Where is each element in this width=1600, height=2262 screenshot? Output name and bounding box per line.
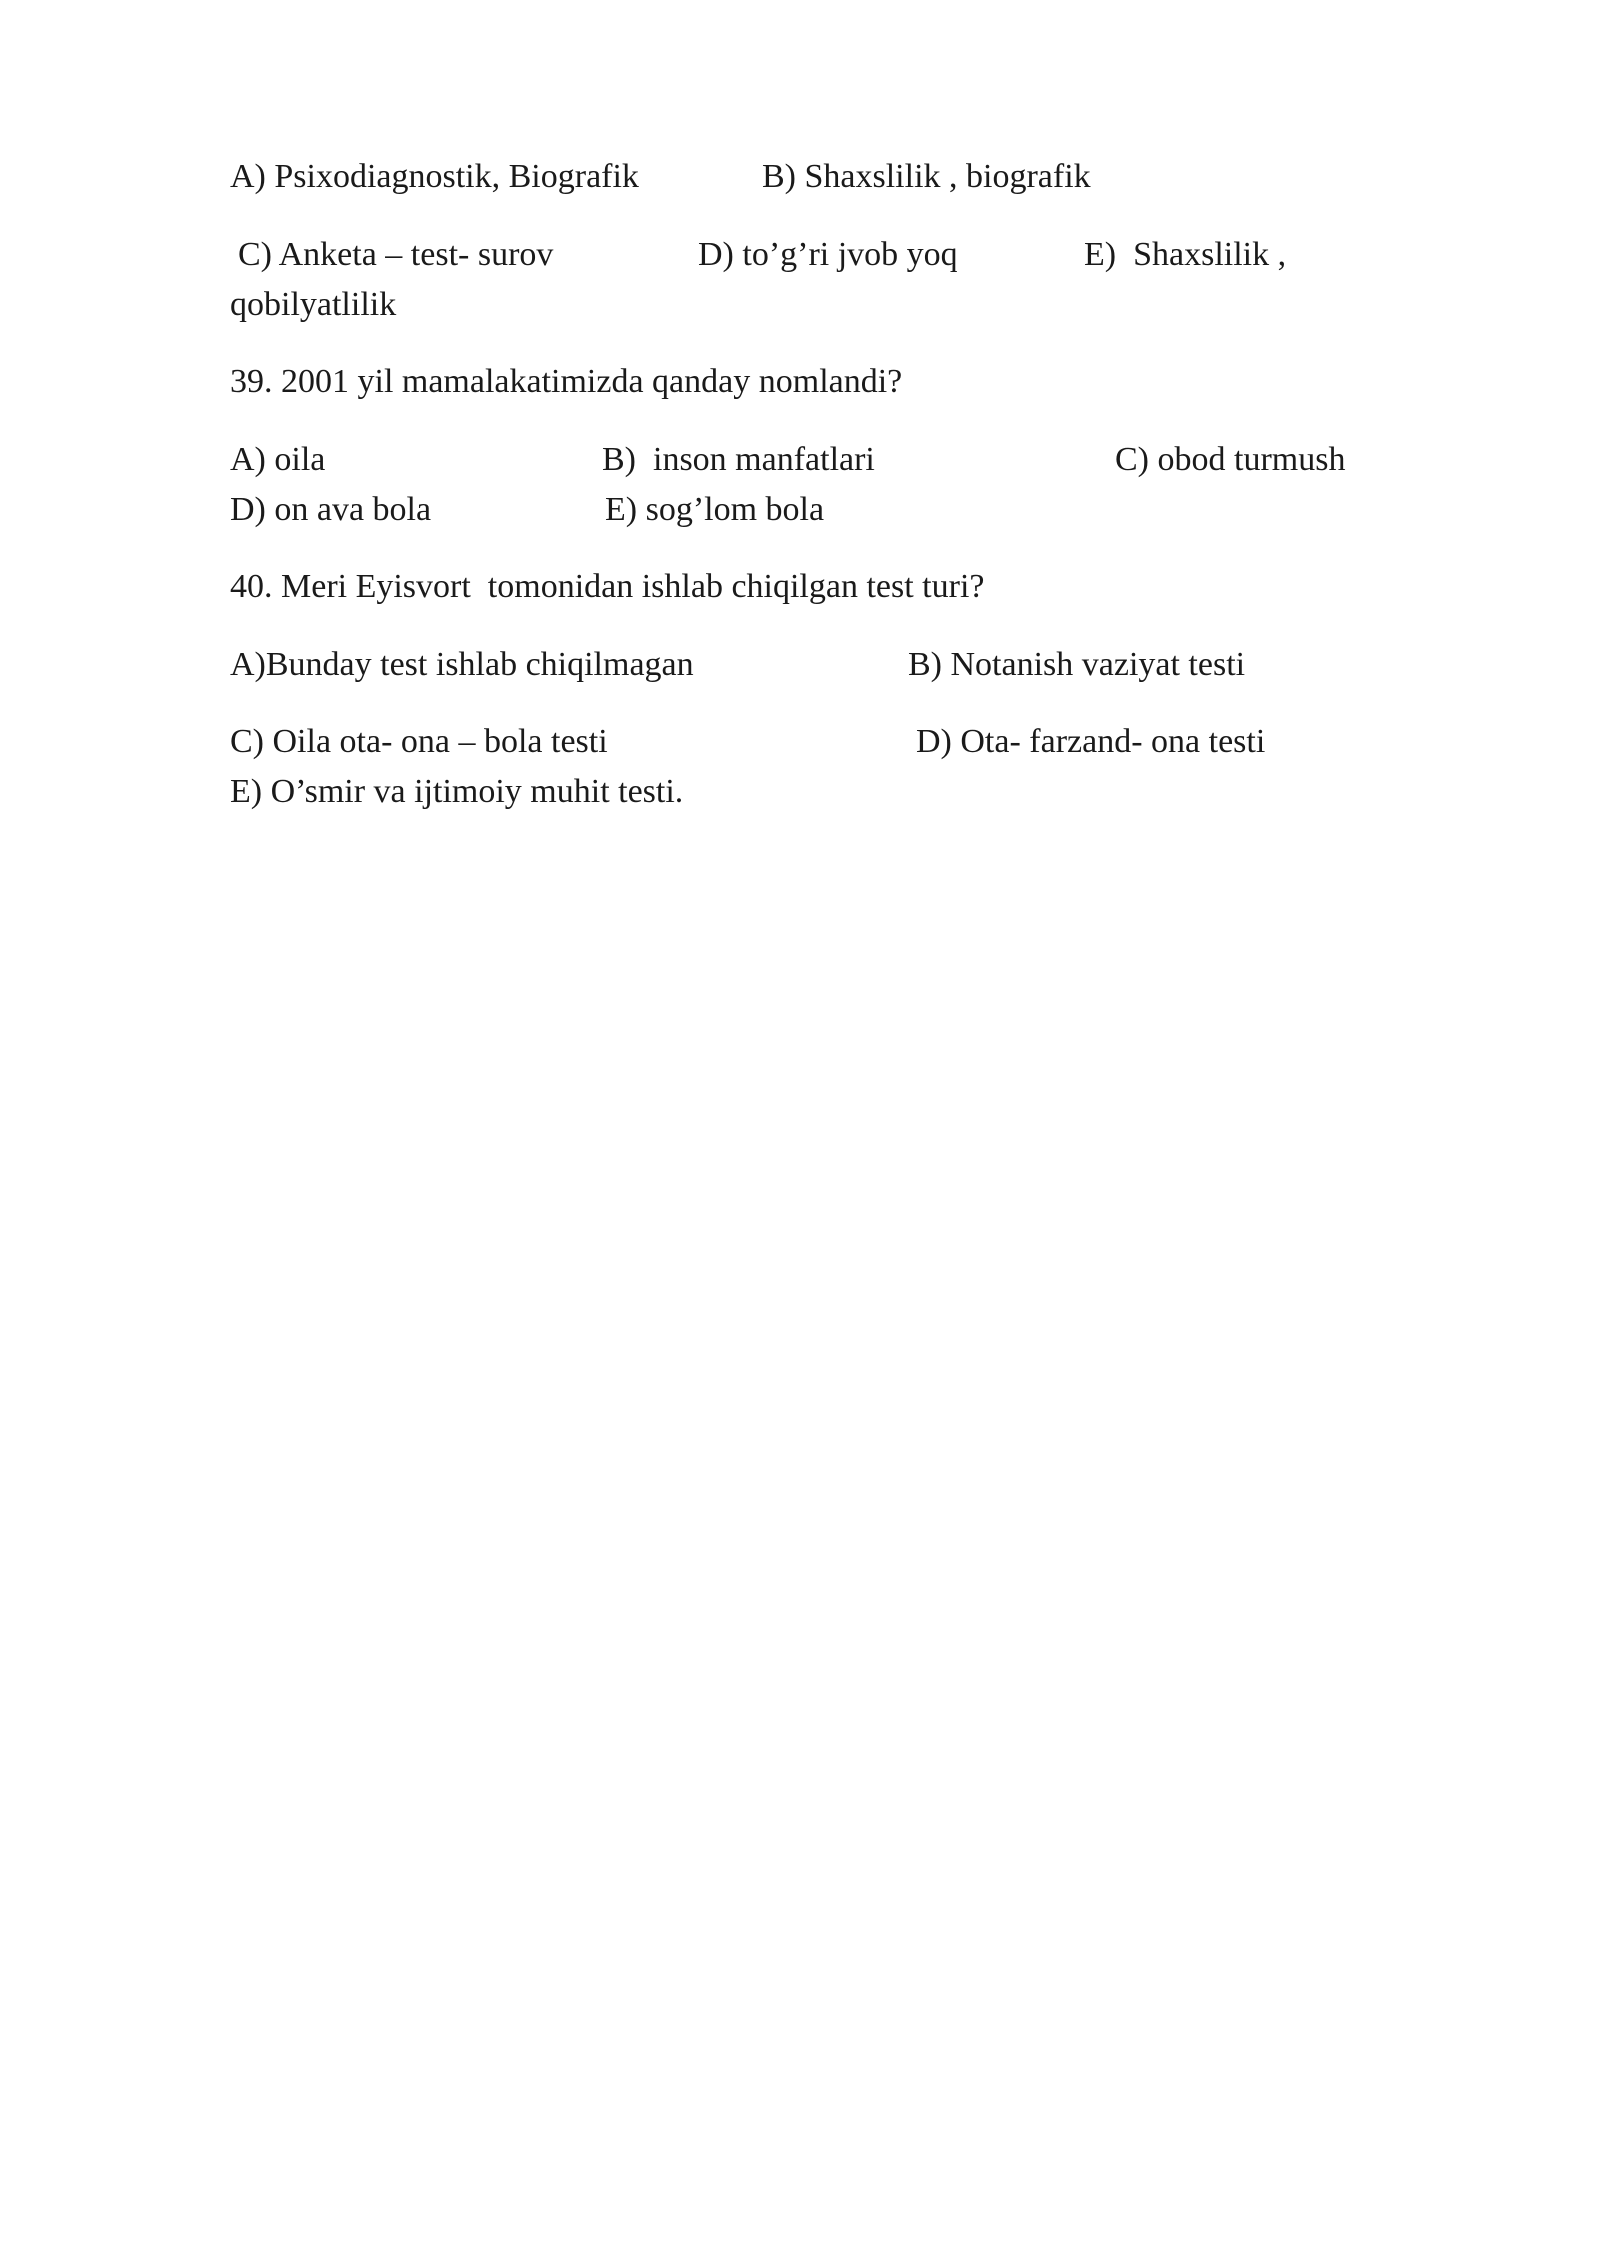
q40-options-row-3	[0, 767, 1600, 817]
q39-option-b: B) inson manfatlari	[602, 441, 875, 478]
q40-option-c: C) Oila ota- ona – bola testi	[230, 723, 608, 760]
q40-option-a: A)Bunday test ishlab chiqilmagan	[230, 646, 694, 683]
q39-option-d: D) on ava bola	[230, 491, 432, 528]
q40-options-row-2	[0, 717, 1600, 767]
q38-option-d: D) to’g’ri jvob yoq	[698, 236, 958, 273]
q38-option-e: E) Shaxslilik ,	[1084, 236, 1287, 273]
q39-text: 39. 2001 yil mamalakatimizda qanday nomlandi?	[230, 363, 903, 400]
q38-option-b: B) Shaxslilik , biografik	[762, 158, 1091, 195]
q40-option-d: D) Ota- farzand- ona testi	[916, 723, 1266, 760]
q39-option-e: E) sog’lom bola	[605, 491, 825, 528]
q39-options-row-1	[0, 435, 1600, 485]
q39-option-c: C) obod turmush	[1115, 441, 1346, 478]
q38-options-row-3	[0, 280, 1600, 330]
q39-options-row-2	[0, 485, 1600, 535]
q38-options-row-2	[0, 230, 1600, 280]
q40-text: 40. Meri Eyisvort tomonidan ishlab chiqilgan test turi?	[230, 568, 985, 605]
q40-option-b: B) Notanish vaziyat testi	[908, 646, 1246, 683]
q38-option-a: A) Psixodiagnostik, Biografik	[230, 158, 639, 195]
q40-question	[0, 562, 1600, 612]
q38-option-c: C) Anketa – test- surov	[238, 236, 554, 273]
q38-option-e-continued: qobilyatlilik	[230, 286, 397, 323]
q39-option-a: A) oila	[230, 441, 326, 478]
q38-options-row-1	[0, 152, 1600, 202]
q40-options-row-1	[0, 640, 1600, 690]
q39-question	[0, 357, 1600, 407]
q40-option-e: E) O’smir va ijtimoiy muhit testi.	[230, 773, 684, 810]
